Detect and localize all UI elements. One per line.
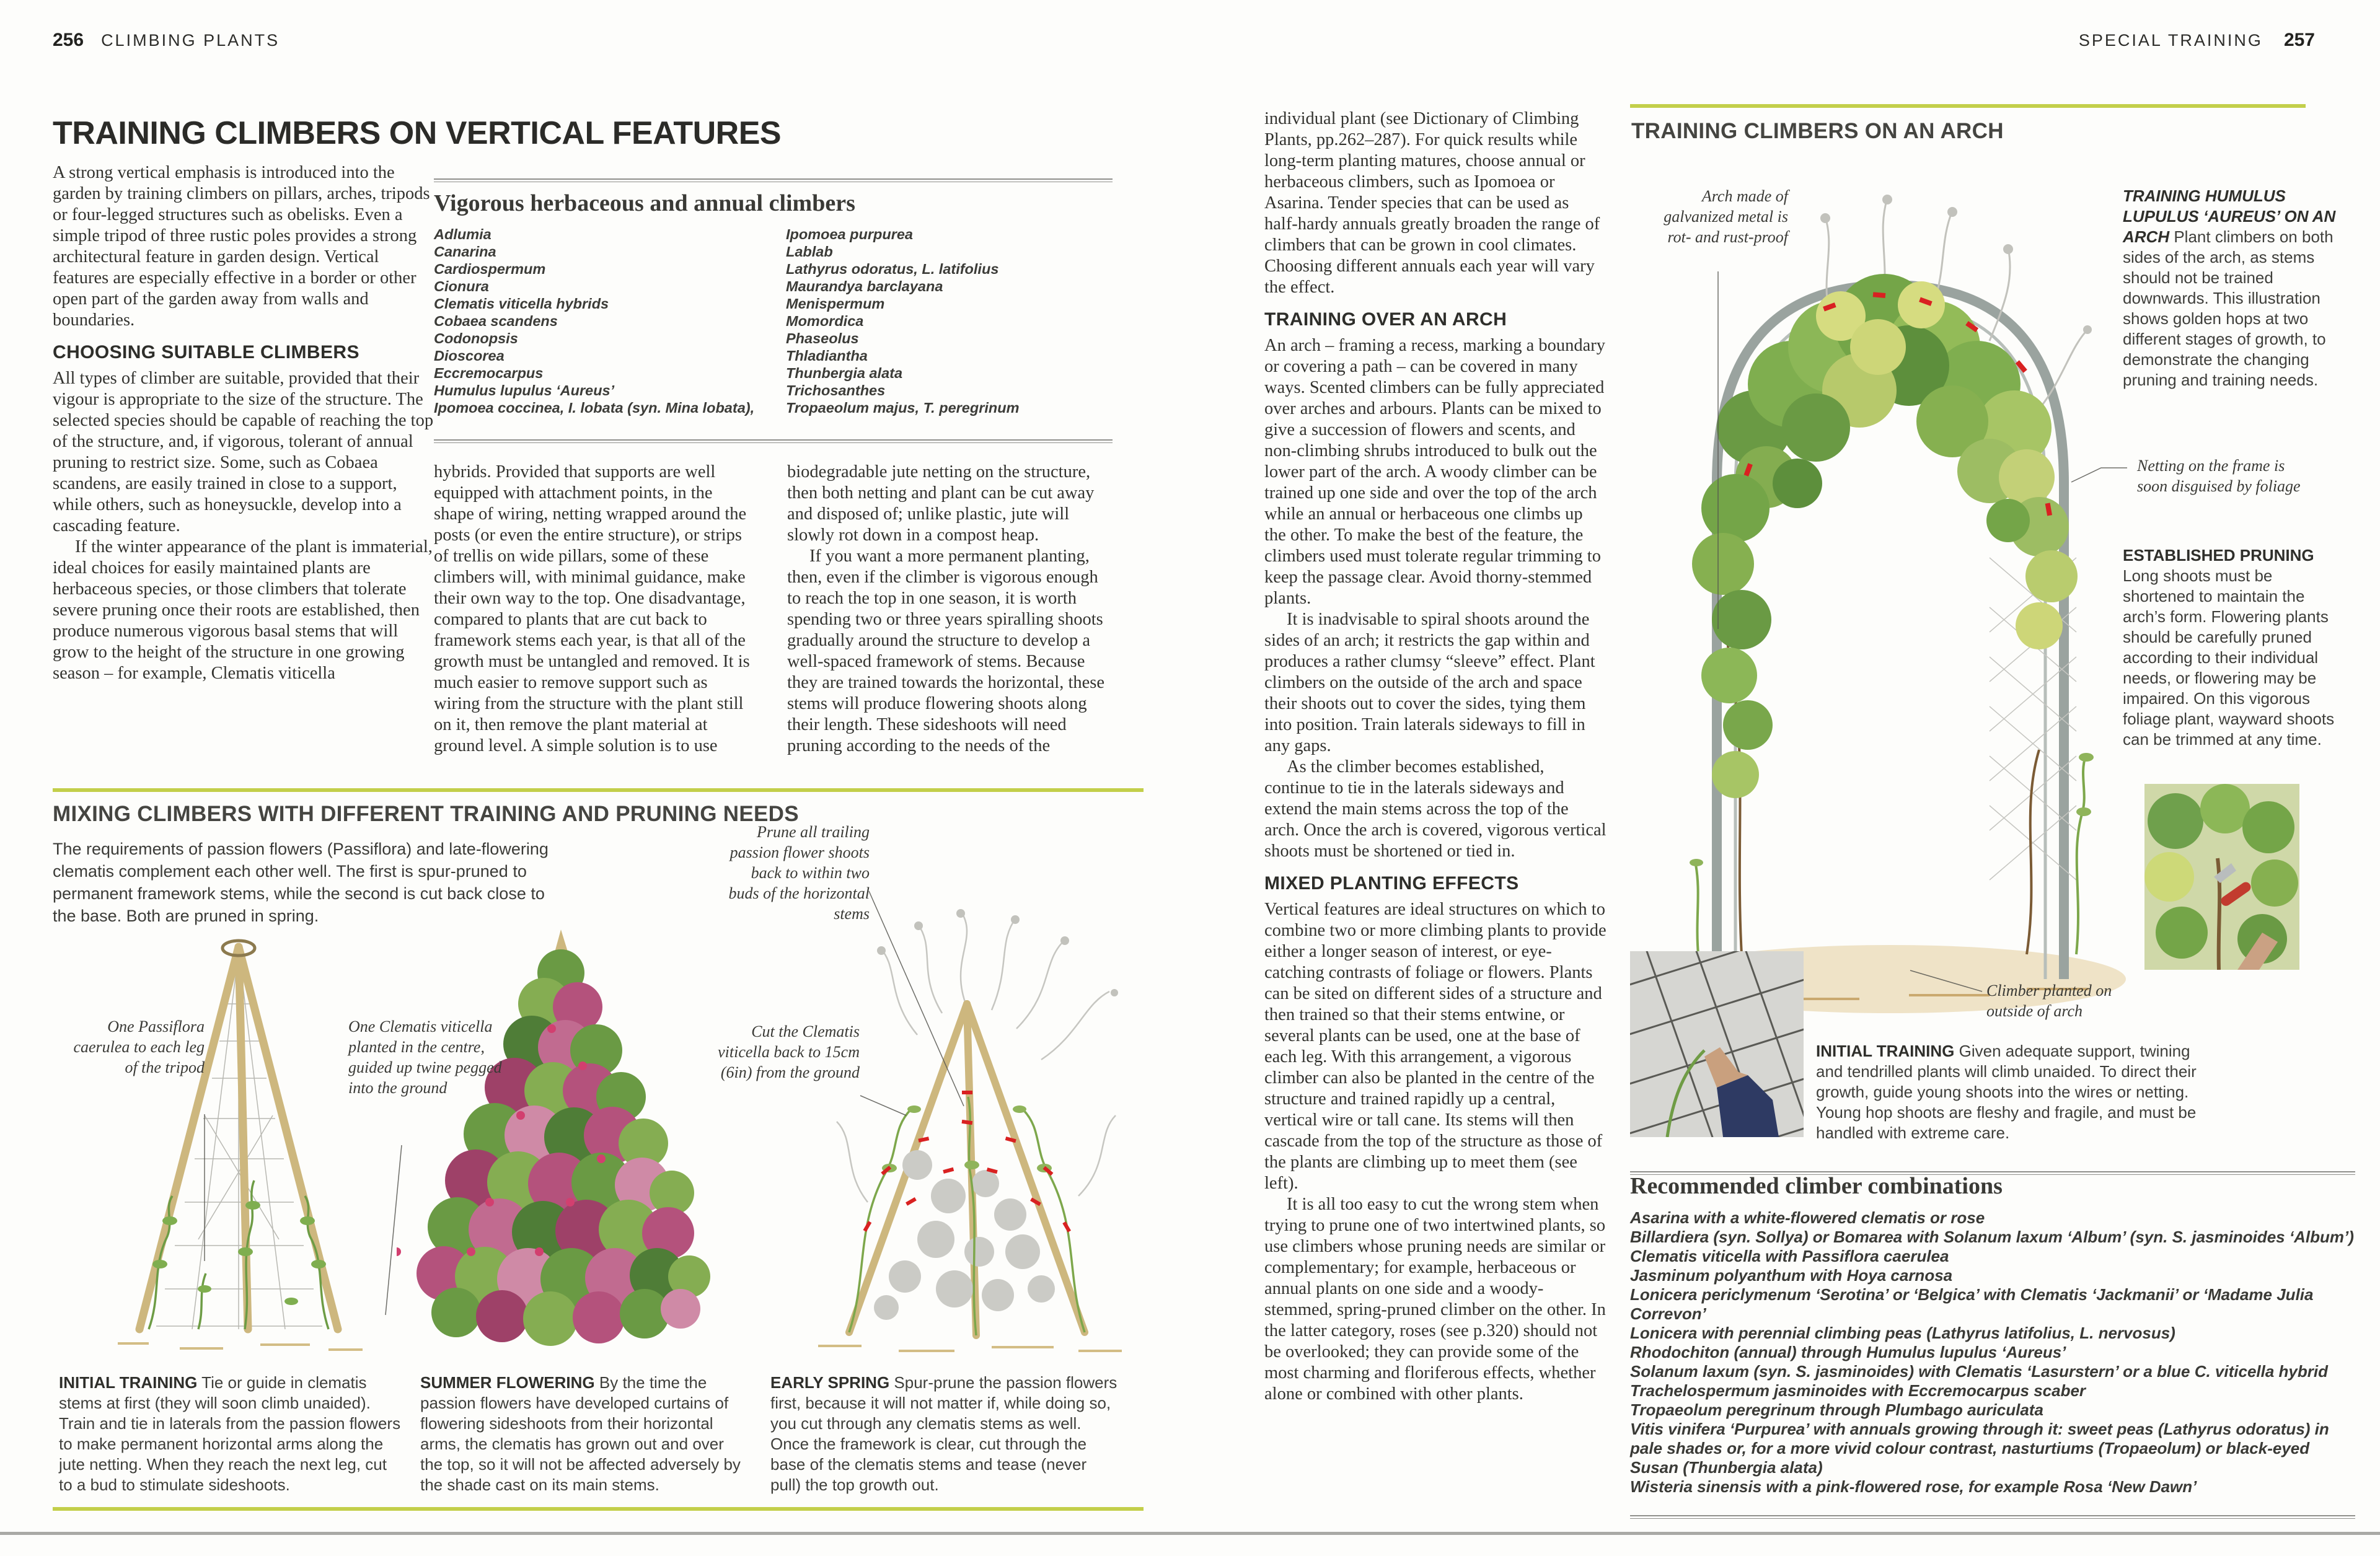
plant-list-item: Codonopsis bbox=[434, 330, 518, 346]
recommended-item: Asarina with a white-flowered clematis or rose bbox=[1630, 1208, 1985, 1227]
plant-list-item: Dioscorea bbox=[434, 348, 505, 364]
left-section-label: CLIMBING PLANTS bbox=[101, 31, 280, 50]
intro-paragraph: A strong vertical emphasis is introduced into the garden by training climbers on pillars, arches, tripods or four-legged structures such as obelisks. Even a simple tripod of three rustic poles provides a strong architectural feature in garden design. Vertical features are especially effective in a border or other open part of the garden away from walls and boundaries. bbox=[53, 163, 430, 330]
mixing-box-top-rule bbox=[53, 788, 1144, 792]
plant-list-item: Thunbergia alata bbox=[786, 365, 903, 381]
paragraph: individual plant (see Dictionary of Climbing Plants, pp.262–287). For quick results while long-term planting matures, choose annual or herbaceous climbers, such as Ipomoea or Asarina. Tender species that can be used as half-hardy annuals greatly broaden the range of climbers that can be grown in cool climates. Choosing different annuals each year will vary the effect. bbox=[1264, 109, 1600, 297]
plant-list-item: Ipomoea coccinea, I. lobata (syn. Mina lobata), bbox=[434, 400, 755, 416]
tripod-spring-illustration bbox=[793, 905, 1140, 1357]
caption-initial-training-left bbox=[59, 1373, 403, 1495]
choosing-paragraph-1: All types of climber are suitable, provided that their vigour is appropriate to the size of the structure. The selected species should be capable of reaching the top of the structure, and, if vigorous, tolerant of annual pruning to restrict size. Some, such as Cobaea scandens, are easily trained in close to a support, while others, such as honeysuckle, develop into a cascading feature. bbox=[53, 369, 434, 535]
vigorous-box-col1 bbox=[434, 226, 769, 416]
caption-text: Long shoots must be shortened to maintain the arch’s form. Flowering plants should be carefully pruned according to their individual needs, or flowering may be impaired. On this vigorous foliage plant, wayward shoots can be trimmed at any time. bbox=[2123, 566, 2335, 749]
arch-illustration bbox=[1642, 161, 2138, 1022]
tripod-initial-illustration bbox=[105, 930, 372, 1357]
continuation-col-1: hybrids. Provided that supports are well equipped with attachment points, in the shape of wiring, netting wrapped around the posts (or even the entire structure), or strips of trellis on wide pillars, some of these climbers will, with minimal guidance, make their own way to the top. One disadvantage, compared to plants that are cut back to framework stems each year, is that all of the growth must be untangled and removed. It is much easier to remove support such as wiring from the structure with the plant still on it, then remove the plant material at ground level. A simple solution is to use bbox=[434, 462, 750, 755]
recommended-bottom-rule bbox=[1630, 1515, 2355, 1521]
caption-initial-training-right bbox=[1816, 1041, 2200, 1143]
mixing-box-intro: The requirements of passion flowers (Passiflora) and late-flowering clematis complement each other well. The first is spur-pruned to permanent framework stems, while the second is cut back close to the base. Both are pruned in spring. bbox=[53, 840, 549, 925]
annotation-passiflora: One Passiflora caerulea to each leg of the tripod bbox=[73, 1018, 205, 1076]
recommended-item: Tropaeolum peregrinum through Plumbago auriculata bbox=[1630, 1400, 2043, 1419]
caption-label: TRAINING HUMULUS LUPULUS ‘AUREUS’ ON AN ARCH bbox=[2123, 187, 2336, 246]
plant-list-item: Ipomoea purpurea bbox=[786, 226, 914, 242]
flowering-mass bbox=[416, 949, 710, 1346]
continuation-col-2 bbox=[787, 462, 1113, 757]
vine-leaves bbox=[152, 1201, 326, 1305]
caption-text: Spur-prune the passion flowers first, because it will not matter if, while doing so, you cut through any clematis stems as well. Once the framework is clear, cut through the base of the clematis stems and tease (never pull) the top growth out. bbox=[770, 1373, 1117, 1494]
caption-label: EARLY SPRING bbox=[770, 1373, 890, 1392]
plant-list-item: Menispermum bbox=[786, 296, 885, 312]
left-page-number: 256 bbox=[53, 30, 84, 50]
page-bottom-edge bbox=[0, 1535, 2380, 1556]
paragraph: It is inadvisable to spiral shoots around the sides of an arch; it restricts the gap within and produces a rather clumsy “sleeve” effect. Plant climbers on the outside of the arch and space their shoots out to cover the sides, tying them into position. Train laterals sideways to fill in any gaps. bbox=[1264, 610, 1595, 755]
caption-established-pruning bbox=[2123, 545, 2343, 750]
recommended-item: Vitis vinifera ‘Purpurea’ with annuals growing through it: sweet peas (Lathyrus odoratus) in pale shades or, for a more vivid colour contrast, nasturtiums (Tropaeolum) or black-eyed Susan (Thunbergia alata) bbox=[1630, 1420, 2329, 1477]
plant-list-item: Cardiospermum bbox=[434, 261, 546, 277]
ground-dashes bbox=[818, 1346, 1122, 1351]
plant-list-item: Humulus lupulus ‘Aureus’ bbox=[434, 382, 615, 398]
ghost-stems bbox=[837, 911, 1116, 1202]
plant-list-item: Maurandya barclayana bbox=[786, 278, 943, 294]
recommended-item: Rhodochiton (annual) through Humulus lupulus ‘Aureus’ bbox=[1630, 1343, 2066, 1361]
caption-training-hops bbox=[2123, 186, 2343, 390]
plant-list-item: Tropaeolum majus, T. peregrinum bbox=[786, 400, 1020, 416]
arch-box-top-rule bbox=[1630, 104, 2306, 108]
caption-label: INITIAL TRAINING bbox=[1816, 1042, 1955, 1060]
paragraph: It is all too easy to cut the wrong stem when trying to prune one of two intertwined plants, so use climbers whose pruning needs are similar or complementary; for example, herbaceous or annual plants on one side and a woody-stemmed, spring-pruned climber on the other. In the latter category, roses (see p.320) should not be overlooked; they can provide some of the most charming and floriferous effects, whether alone or combined with other plants. bbox=[1264, 1195, 1606, 1404]
right-text-column bbox=[1264, 108, 1606, 1405]
paragraph: Vertical features are ideal structures on which to combine two or more climbing plants to provide either a longer season of interest, or eye-catching contrasts of foliage or flowers. Plants can be sited on different sides of a structure and then trained so that their stems entwine, or several plants can be used, one at the base of each leg. With this arrangement, a vigorous climber can also be planted in the centre of the structure and trained rapidly up a central, vertical wire or tall cane. Its stems will then cascade from the top of the structure as those of the plants are climbing up to meet them (see left). bbox=[1264, 900, 1606, 1193]
plant-list-item: Thladiantha bbox=[786, 348, 868, 364]
recommended-item: Solanum laxum (syn. S. jasminoides) with Clematis ‘Lasurstern’ or a blue C. viticella hybrid bbox=[1630, 1362, 2328, 1381]
right-section-label: SPECIAL TRAINING bbox=[2078, 31, 2263, 50]
plant-list-item: Cionura bbox=[434, 278, 489, 294]
right-running-header bbox=[1924, 30, 2315, 51]
recommended-item: Trachelospermum jasminoides with Eccremocarpus scaber bbox=[1630, 1381, 2086, 1400]
mixing-box-heading: MIXING CLIMBERS WITH DIFFERENT TRAINING AND PRUNING NEEDS bbox=[53, 802, 799, 826]
plant-list-item: Lablab bbox=[786, 244, 833, 260]
continuation-paragraph-2: If you want a more permanent planting, then, even if the climber is vigorous enough to reach the top in one season, it is worth spending two or three years spiralling shoots gradually around the structure to develop a well-spaced framework of stems. Because they are trained towards the horizontal, these stems will produce flowering shoots along their length. These sideshoots will need pruning according to the needs of the bbox=[787, 547, 1105, 755]
continuation-paragraph-1: biodegradable jute netting on the structure, then both netting and plant can be cut away and disposed of; unlike plastic, jute will slowly rot down in a compost heap. bbox=[787, 462, 1095, 545]
recommended-item: Lonicera periclymenum ‘Serotina’ or ‘Belgica’ with Clematis ‘Jackmanii’ or ‘Madame Julia Correvon’ bbox=[1630, 1285, 2314, 1323]
mixed-planting-heading: MIXED PLANTING EFFECTS bbox=[1264, 873, 1519, 894]
page-title: TRAINING CLIMBERS ON VERTICAL FEATURES bbox=[53, 115, 782, 151]
plant-list-item: Cobaea scandens bbox=[434, 313, 558, 329]
right-page-number: 257 bbox=[2283, 30, 2315, 50]
paragraph: As the climber becomes established, continue to tie in the laterals sideways and extend the main stems across the top of the arch. Once the arch is covered, vigorous vertical shoots must be shortened or tied in. bbox=[1264, 757, 1606, 861]
caption-text: By the time the passion flowers have developed curtains of flowering sideshoots from their horizontal arms, the clematis has grown out and over the top, so it will not be affected adversely by the shade cast on its main stems. bbox=[420, 1373, 741, 1494]
ghost-leaves bbox=[877, 909, 1118, 996]
vigorous-box-bottom-rule bbox=[434, 439, 1113, 445]
recommended-list bbox=[1630, 1208, 2355, 1497]
training-over-arch-heading: TRAINING OVER AN ARCH bbox=[1264, 309, 1507, 330]
tying-in-photo bbox=[1630, 951, 1804, 1137]
caption-early-spring bbox=[770, 1373, 1117, 1495]
recommended-item: Billardiera (syn. Sollya) or Bomarea with Solanum laxum ‘Album’ (syn. S. jasminoides ‘Album’) bbox=[1630, 1228, 2354, 1246]
recommended-title: Recommended climber combinations bbox=[1630, 1173, 2003, 1199]
annotation-prune: Prune all trailing passion flower shoots back to within two buds of the horizontal stems bbox=[728, 823, 870, 923]
pruning-photo bbox=[2144, 784, 2299, 970]
plant-list-item: Phaseolus bbox=[786, 330, 859, 346]
choosing-heading: CHOOSING SUITABLE CLIMBERS bbox=[53, 342, 359, 363]
annotation-netting: Netting on the frame is soon disguised by foliage bbox=[2137, 457, 2301, 495]
annotation-clematis: One Clematis viticella planted in the centre, guided up twine pegged into the ground bbox=[348, 1018, 502, 1097]
recommended-item: Jasminum polyanthum with Hoya carnosa bbox=[1630, 1266, 1953, 1285]
caption-text: Given adequate support, twining and tendrilled plants will climb unaided. To direct their growth, guide young shoots into the wires or netting. Young hop shoots are fleshy and fragile, and must be handled with extreme care. bbox=[1816, 1042, 2197, 1142]
annotation-arch-metal: Arch made of galvanized metal is rot- and rust-proof bbox=[1664, 187, 1788, 246]
plant-list-item: Eccremocarpus bbox=[434, 365, 544, 381]
intro-column bbox=[53, 162, 437, 684]
annotation-cut: Cut the Clematis viticella back to 15cm (6in) from the ground bbox=[718, 1022, 860, 1081]
recommended-item: Clematis viticella with Passiflora caerulea bbox=[1630, 1247, 1949, 1265]
caption-label: ESTABLISHED PRUNING bbox=[2123, 546, 2314, 565]
plant-list-item: Momordica bbox=[786, 313, 864, 329]
recommended-item: Lonicera with perennial climbing peas (Lathyrus latifolius, L. nervosus) bbox=[1630, 1324, 2175, 1342]
plant-list-item: Clematis viticella hybrids bbox=[434, 296, 609, 312]
plant-list-item: Lathyrus odoratus, L. latifolius bbox=[786, 261, 999, 277]
left-running-header bbox=[53, 30, 280, 51]
plant-list-item: Canarina bbox=[434, 244, 496, 260]
caption-label: INITIAL TRAINING bbox=[59, 1373, 198, 1392]
choosing-paragraph-2: If the winter appearance of the plant is immaterial, ideal choices for easily maintained plants are herbaceous species, or those climbers that tolerate severe pruning once their roots are established, then produce numerous vigorous basal stems that will grow to the height of the structure in one growing season – for example, Clematis viticella bbox=[53, 537, 433, 683]
plant-list-item: Adlumia bbox=[434, 226, 491, 242]
annotation-climber-outside: Climber planted on outside of arch bbox=[1986, 982, 2112, 1020]
mixing-box-bottom-rule bbox=[53, 1507, 1144, 1511]
arch-box-heading: TRAINING CLIMBERS ON AN ARCH bbox=[1631, 119, 2004, 143]
plant-list-item: Trichosanthes bbox=[786, 382, 886, 398]
vigorous-box-col2 bbox=[786, 226, 1114, 416]
caption-text: Tie or guide in clematis stems at first (they will soon climb unaided). Train and tie in laterals from the passion flowers to make permanent horizontal arms along the jute netting. When they reach the next leg, cut to a bud to stimulate sideshoots. bbox=[59, 1373, 401, 1494]
vigorous-box-title: Vigorous herbaceous and annual climbers bbox=[434, 190, 855, 216]
recommended-item: Wisteria sinensis with a pink-flowered rose, for example Rosa ‘New Dawn’ bbox=[1630, 1477, 2197, 1496]
vigorous-box-top-rule bbox=[434, 178, 1113, 184]
paragraph: An arch – framing a recess, marking a boundary or covering a path – can be covered in many ways. Scented climbers can be fully appreciated over arches and arbours. Plants can be mixed to give a succession of flowers and scents, and non-climbing shrubs introduced to bulk out the lower part of the arch. A woody climber can be trained up one side and over the top of the arch while an annual or herbaceous one climbs up the other. To make the best of the feature, the climbers used must tolerate regular trimming to keep the passage clear. Avoid thorny-stemmed plants. bbox=[1264, 336, 1606, 608]
ground-dashes bbox=[118, 1343, 363, 1350]
caption-text: Plant climbers on both sides of the arch, as stems should not be trained downwards. This illustration shows golden hops at two different stages of growth, to demonstrate the changing pruning and training needs. bbox=[2123, 227, 2334, 389]
tripod-summer-illustration bbox=[397, 905, 725, 1357]
caption-summer-flowering bbox=[420, 1373, 743, 1495]
caption-label: SUMMER FLOWERING bbox=[420, 1373, 595, 1392]
